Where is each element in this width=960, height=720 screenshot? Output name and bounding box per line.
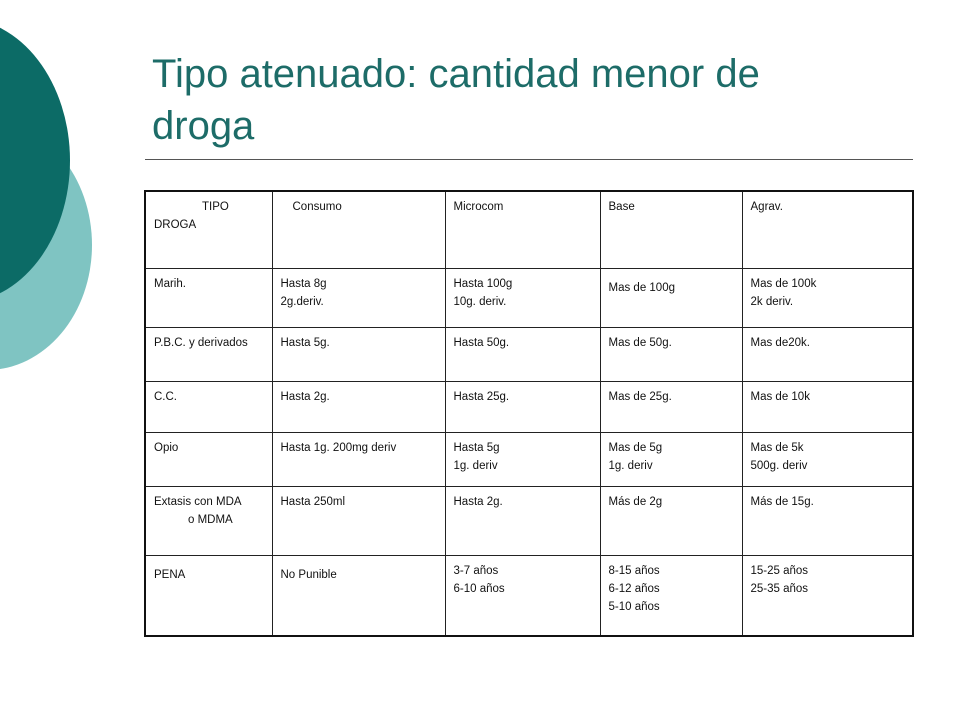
slide-title-line-1: Tipo atenuado: cantidad menor de bbox=[152, 52, 760, 96]
table-cell bbox=[145, 433, 272, 487]
cell-line: Mas de20k. bbox=[750, 337, 810, 349]
cell-line: Hasta 25g. bbox=[453, 391, 510, 403]
header-base bbox=[600, 191, 742, 269]
header-tipo-droga bbox=[145, 191, 272, 269]
cell-line: No Punible bbox=[280, 569, 337, 581]
cell-line: Hasta 8g bbox=[280, 278, 327, 290]
table-cell bbox=[600, 382, 742, 433]
cell-line: Mas de 100k bbox=[750, 278, 817, 290]
cell-line: 2k deriv. bbox=[750, 296, 794, 308]
cell-line: Mas de 10k bbox=[750, 391, 810, 403]
cell-line: Marih. bbox=[154, 278, 186, 290]
table-row bbox=[145, 556, 913, 637]
cell-line: PENA bbox=[154, 569, 186, 581]
table-cell bbox=[145, 382, 272, 433]
table-cell bbox=[600, 433, 742, 487]
cell-line: Hasta 2g. bbox=[453, 496, 503, 508]
header-microcom bbox=[445, 191, 600, 269]
table-cell bbox=[600, 328, 742, 382]
cell-line: Hasta 5g bbox=[453, 442, 500, 454]
table-cell bbox=[600, 487, 742, 556]
title-divider bbox=[145, 159, 913, 160]
table-cell bbox=[272, 556, 445, 637]
cell-line: 25-35 años bbox=[750, 583, 809, 595]
cell-line: 2g.deriv. bbox=[280, 296, 324, 308]
table-cell bbox=[272, 382, 445, 433]
table-row bbox=[145, 328, 913, 382]
cell-line: Más de 15g. bbox=[750, 496, 814, 508]
table-cell bbox=[445, 269, 600, 328]
table-cell bbox=[445, 382, 600, 433]
cell-line: o MDMA bbox=[188, 514, 233, 526]
cell-line: Hasta 5g. bbox=[280, 337, 330, 349]
cell-line: 8-15 años bbox=[608, 565, 660, 577]
cell-line: Mas de 100g bbox=[608, 282, 675, 294]
table-cell bbox=[445, 556, 600, 637]
cell-line: Hasta 50g. bbox=[453, 337, 510, 349]
slide-title-line-2: droga bbox=[152, 104, 255, 148]
header-line: Microcom bbox=[453, 201, 504, 213]
cell-line: 1g. deriv bbox=[453, 460, 498, 472]
cell-line: Hasta 100g bbox=[453, 278, 513, 290]
table-cell bbox=[272, 433, 445, 487]
table-cell bbox=[600, 556, 742, 637]
cell-line: 10g. deriv. bbox=[453, 296, 507, 308]
cell-line: Mas de 5k bbox=[750, 442, 804, 454]
cell-line: Mas de 5g bbox=[608, 442, 663, 454]
cell-line: P.B.C. y derivados bbox=[154, 337, 248, 349]
cell-line: C.C. bbox=[154, 391, 177, 403]
table-cell bbox=[272, 328, 445, 382]
table-cell bbox=[742, 487, 913, 556]
table-cell bbox=[742, 556, 913, 637]
table-cell bbox=[272, 487, 445, 556]
table-cell bbox=[445, 487, 600, 556]
header-line: Agrav. bbox=[750, 201, 783, 213]
table-cell bbox=[272, 269, 445, 328]
header-line: Base bbox=[608, 201, 635, 213]
header-agrav bbox=[742, 191, 913, 269]
cell-line: Hasta 250ml bbox=[280, 496, 346, 508]
cell-line: 3-7 años bbox=[453, 565, 499, 577]
cell-line: Hasta 1g. 200mg deriv bbox=[280, 442, 397, 454]
table-cell bbox=[145, 556, 272, 637]
header-consumo bbox=[272, 191, 445, 269]
cell-line: Hasta 2g. bbox=[280, 391, 330, 403]
table-row bbox=[145, 487, 913, 556]
cell-line: 500g. deriv bbox=[750, 460, 808, 472]
table-cell bbox=[600, 269, 742, 328]
table-row bbox=[145, 269, 913, 328]
cell-line: 15-25 años bbox=[750, 565, 809, 577]
table-cell bbox=[145, 487, 272, 556]
cell-line: 6-10 años bbox=[453, 583, 505, 595]
table-cell bbox=[742, 269, 913, 328]
table-cell bbox=[742, 433, 913, 487]
slide-title bbox=[152, 48, 912, 152]
header-line: TIPO bbox=[202, 201, 229, 213]
table-cell bbox=[145, 328, 272, 382]
header-line: Consumo bbox=[292, 201, 342, 213]
table-cell bbox=[145, 269, 272, 328]
table-cell bbox=[742, 328, 913, 382]
cell-line: Extasis con MDA bbox=[154, 496, 242, 508]
cell-line: Mas de 50g. bbox=[608, 337, 672, 349]
table-header-row bbox=[145, 191, 913, 269]
table-row bbox=[145, 433, 913, 487]
cell-line: Mas de 25g. bbox=[608, 391, 672, 403]
cell-line: 6-12 años bbox=[608, 583, 660, 595]
cell-line: 5-10 años bbox=[608, 601, 660, 613]
table-cell bbox=[742, 382, 913, 433]
table-row bbox=[145, 382, 913, 433]
header-line: DROGA bbox=[154, 219, 197, 231]
drug-quantity-table bbox=[144, 190, 914, 637]
table-cell bbox=[445, 433, 600, 487]
table-cell bbox=[445, 328, 600, 382]
cell-line: Opio bbox=[154, 442, 179, 454]
cell-line: 1g. deriv bbox=[608, 460, 653, 472]
cell-line: Más de 2g bbox=[608, 496, 663, 508]
